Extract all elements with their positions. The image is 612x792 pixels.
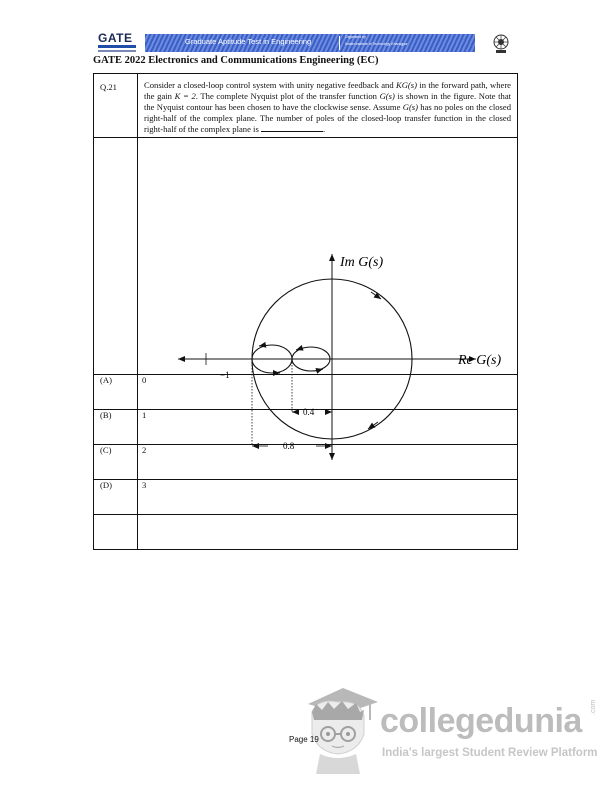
question-text-part: in the forward path, where the gain <box>144 80 511 102</box>
banner-title: Graduate Aptitude Test in Engineering <box>185 37 312 46</box>
banner-separator <box>339 36 340 50</box>
option-c-value[interactable]: 2 <box>138 445 518 480</box>
dim-large-label: 0.8 <box>283 441 295 452</box>
real-axis-label: Re G(s) <box>458 353 502 369</box>
question-text-part: has no poles on the closed right-half of the complex plane. The number of poles of the closed-loop transfer function in the closed right-half of the complex plane is <box>144 102 511 135</box>
option-d-value[interactable]: 3 <box>138 480 518 515</box>
question-math: KG(s) <box>395 80 417 90</box>
figure-cell <box>138 138 518 452</box>
question-row <box>94 74 518 138</box>
option-row-a[interactable] <box>94 375 518 410</box>
watermark-brand: collegedunia <box>380 702 582 740</box>
question-text-part: Consider a closed-loop control system with unity negative feedback and <box>144 80 396 90</box>
answer-blank <box>261 124 326 135</box>
banner-organizer: Indian Institute of Technology Kharagpur <box>345 42 408 46</box>
header-banner <box>145 34 475 52</box>
gate-logo-bar <box>98 45 136 48</box>
option-d-label: (D) <box>94 480 138 515</box>
gate-logo-subbar <box>98 50 136 52</box>
question-text <box>138 74 518 138</box>
dim-small-label: 0.4 <box>303 407 315 418</box>
gate-logo-text: GATE <box>98 31 133 45</box>
minus-one-label: −1 <box>220 370 230 381</box>
empty-cell-right <box>138 515 518 550</box>
watermark-tagline: India's largest Student Review Platform <box>382 747 598 759</box>
imag-axis-label: Im G(s) <box>340 255 384 271</box>
option-row-d[interactable] <box>94 480 518 515</box>
page-number: Page 19 <box>289 735 319 744</box>
empty-row <box>94 515 518 550</box>
contour-arrow-top <box>371 292 381 299</box>
figure-left-cell <box>94 138 138 375</box>
banner-organized-by: Organised by <box>345 35 366 39</box>
option-a-value[interactable]: 0 <box>138 375 518 410</box>
question-table <box>93 73 518 550</box>
iit-emblem-icon <box>490 33 512 55</box>
option-b-label: (B) <box>94 410 138 445</box>
question-math: K = 2 <box>174 91 196 102</box>
empty-cell-left <box>94 515 138 550</box>
mascot-watermark-icon <box>298 682 380 774</box>
exam-title: GATE 2022 Electronics and Communications Engineering (EC) <box>93 55 379 66</box>
question-text-part: . The complete Nyquist plot of the transfer function <box>195 91 380 102</box>
question-text-part: . <box>322 124 326 135</box>
nyquist-plot <box>138 138 525 452</box>
question-math: G(s) <box>379 91 395 102</box>
option-c-label: (C) <box>94 445 138 480</box>
page-header <box>93 31 520 55</box>
option-row-c[interactable] <box>94 445 518 480</box>
question-text-part: is shown in the figure. Note that the Nyquist contour has been chosen to have the clockwise sense. Assume <box>144 91 512 113</box>
gate-logo <box>96 31 140 55</box>
question-number: Q.21 <box>94 74 138 138</box>
watermark-suffix: .com <box>590 699 597 715</box>
figure-row <box>94 138 518 375</box>
option-a-label: (A) <box>94 375 138 410</box>
option-b-value[interactable]: 1 <box>138 410 518 445</box>
question-math: G(s) <box>402 102 419 113</box>
